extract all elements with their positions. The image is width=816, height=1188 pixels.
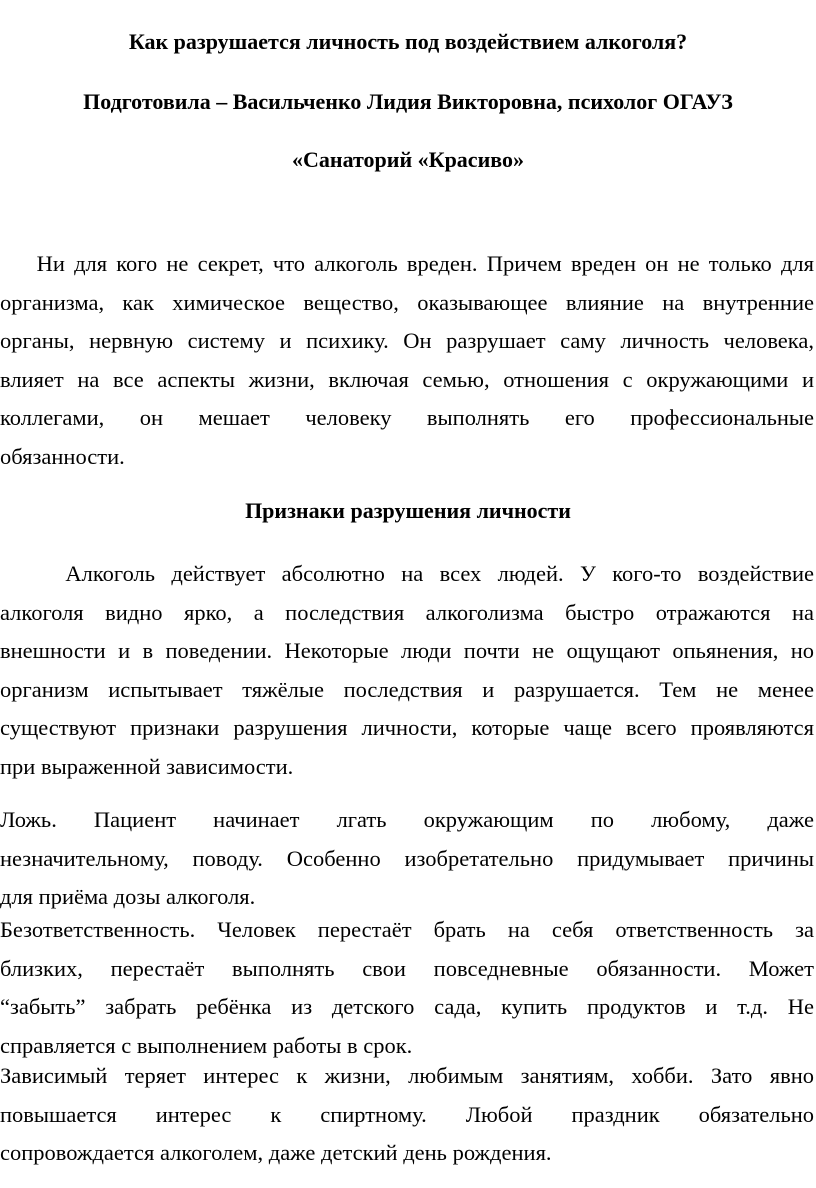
sign-line: справляется с выполнением работы в срок. (0, 1032, 413, 1058)
intro-line: органы, нервную систему и психику. Он разрушает саму личность человека, (0, 328, 814, 353)
section-line: существуют признаки разрушения личности, которые чаще всего проявляются (0, 715, 814, 740)
organization-line: «Санаторий «Красиво» (292, 147, 524, 172)
sign-line: для приёма дозы алкоголя. (0, 884, 256, 909)
sign-line: Зависимый теряет интерес к жизни, любимым занятиям, хобби. Зато явно (0, 1063, 814, 1088)
intro-line: Ни для кого не секрет, что алкоголь вреден. Причем вреден он не только для (0, 251, 814, 276)
section-paragraph (0, 555, 814, 786)
author-line: Подготовила – Васильченко Лидия Викторовна, психолог ОГАУЗ (83, 89, 733, 114)
section-line: при выраженной зависимости. (0, 753, 294, 779)
sign-line: повышается интерес к спиртному. Любой праздник обязательно (0, 1101, 814, 1127)
intro-line: обязанности. (0, 443, 125, 469)
section-line: внешности и в поведении. Некоторые люди почти не ощущают опьянения, но (0, 638, 814, 663)
sign-irresponsibility-paragraph (0, 911, 814, 1065)
intro-line: коллегами, он мешает человеку выполнять его профессиональные (0, 405, 814, 430)
section-heading: Признаки разрушения личности (245, 498, 571, 523)
sign-interest-loss-paragraph (0, 1057, 814, 1173)
sign-lie-paragraph (0, 801, 814, 917)
sign-line: сопровождается алкоголем, даже детский день рождения. (0, 1140, 552, 1165)
intro-line: организма, как химическое вещество, оказывающее влияние на внутренние (0, 289, 814, 315)
intro-line: влияет на все аспекты жизни, включая семью, отношения с окружающими и (0, 366, 814, 392)
sign-line: Ложь. Пациент начинает лгать окружающим по любому, даже (0, 807, 814, 832)
document-title: Как разрушается личность под воздействием алкоголя? (128, 29, 688, 54)
sign-line: Безответственность. Человек перестаёт брать на себя ответственность за (0, 917, 814, 942)
sign-line: незначительному, поводу. Особенно изобретательно придумывает причины (0, 845, 814, 871)
sign-line: “забыть” забрать ребёнка из детского сада, купить продуктов и т.д. Не (0, 994, 814, 1019)
intro-paragraph (0, 245, 814, 476)
section-line: алкоголя видно ярко, а последствия алкоголизма быстро отражаются на (0, 599, 814, 625)
section-line: организм испытывает тяжёлые последствия и разрушается. Тем не менее (0, 676, 814, 702)
section-line: Алкоголь действует абсолютно на всех людей. У кого-то воздействие (0, 561, 814, 586)
sign-line: близких, перестаёт выполнять свои повседневные обязанности. Может (0, 955, 814, 981)
